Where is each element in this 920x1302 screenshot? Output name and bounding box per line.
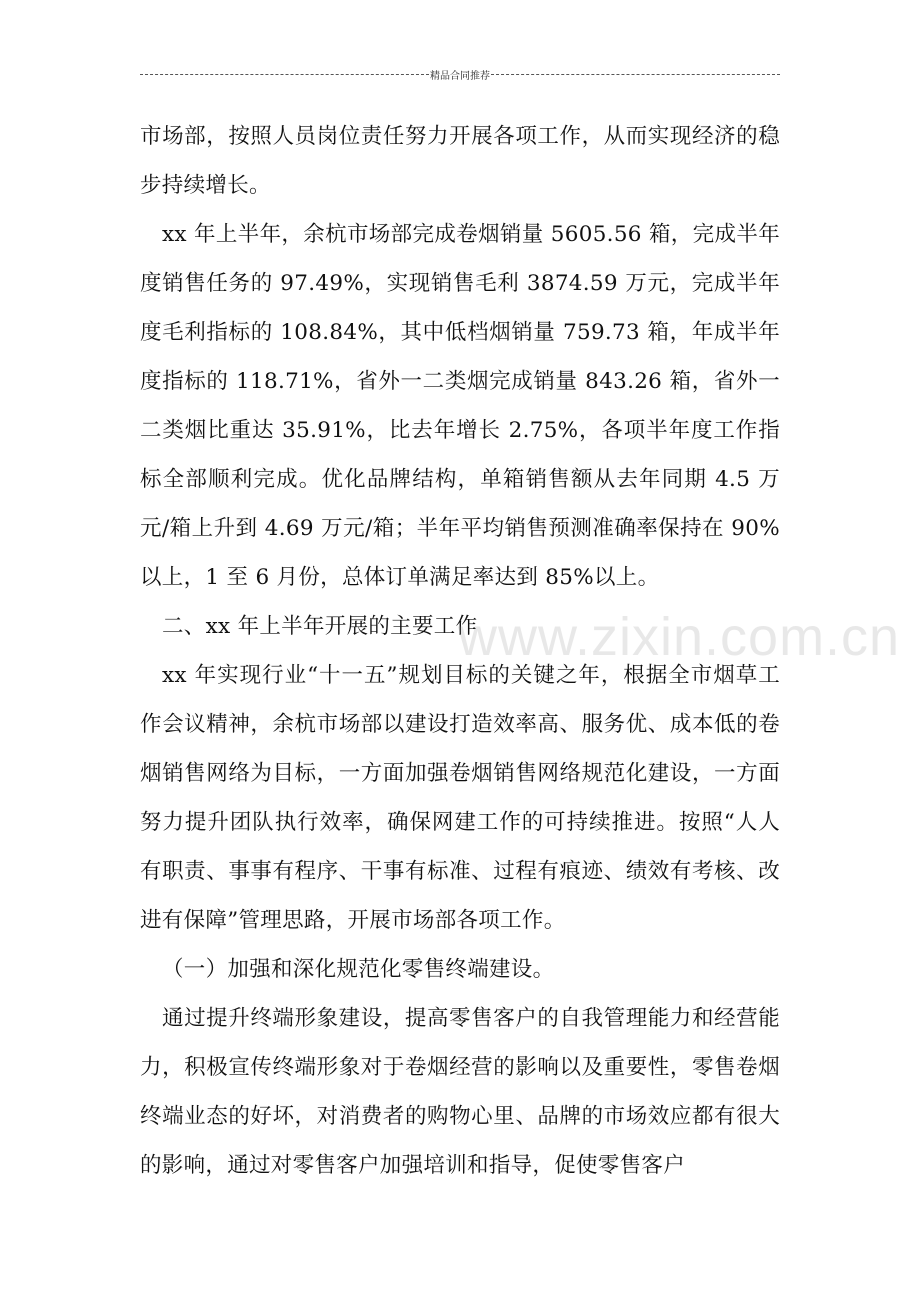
header-label: 精品合同推荐 (430, 70, 490, 82)
document-body (140, 112, 780, 1190)
header-rule-right (491, 74, 780, 75)
paragraph-continuation: 市场部，按照人员岗位责任努力开展各项工作，从而实现经济的稳步持续增长。 (140, 124, 780, 198)
section-heading-main-work: 二、xx 年上半年开展的主要工作 (162, 614, 478, 639)
page-header (140, 66, 780, 82)
paragraph-main-work: xx 年实现行业“十一五”规划目标的关键之年，根据全市烟草工作会议精神，余杭市场部以建设打造效率高、服务优、成本低的卷烟销售网络为目标，一方面加强卷烟销售网络规范化建设，一方面努力提升团队执行效率，确保网建工作的可持续推进。按照“人人有职责、事事有程序、干事有标准、过程有痕迹、绩效有考核、改进有保障”管理思路，开展市场部各项工作。 (140, 663, 780, 933)
header-rule-left (140, 74, 429, 75)
watermark: www.zixin.com.cn (458, 607, 901, 667)
paragraph-sales-summary: xx 年上半年，余杭市场部完成卷烟销量 5605.56 箱，完成半年度销售任务的 97.49%，实现销售毛利 3874.59 万元，完成半年度毛利指标的 108.84%，其中低档烟销量 759.73 箱，年成半年度指标的 118.71%，省外一二类烟完成销量 843.26 箱，省外一二类烟比重达 35.91%，比去年增长 2.75%，各项半年度工作指标全部顺利完成。优化品牌结构，单箱销售额从去年同期 4.5 万元/箱上升到 4.69 万元/箱；半年平均销售预测准确率保持在 90%以上，1 至 6 月份，总体订单满足率达到 85%以上。 (140, 222, 780, 590)
subsection-heading-terminal: （一）加强和深化规范化零售终端建设。 (162, 957, 555, 982)
paragraph-terminal: 通过提升终端形象建设，提高零售客户的自我管理能力和经营能力，积极宣传终端形象对于卷烟经营的影响以及重要性，零售卷烟终端业态的好坏，对消费者的购物心里、品牌的市场效应都有很大的影响，通过对零售客户加强培训和指导，促使零售客户 (140, 1006, 780, 1178)
